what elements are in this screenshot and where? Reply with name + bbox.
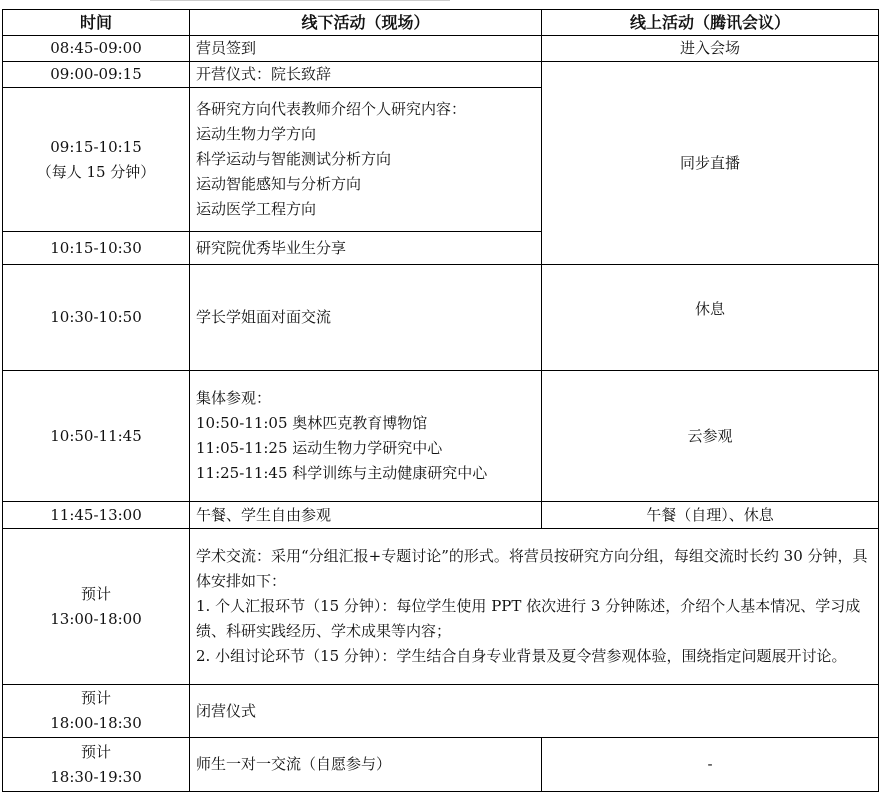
time-cell: 11:45-13:00 (3, 502, 190, 529)
offline-line: 科学运动与智能测试分析方向 (196, 150, 392, 168)
offline-line: 运动医学工程方向 (196, 200, 317, 218)
time-line: 18:00-18:30 (50, 714, 142, 732)
offline-line: 10:50-11:05 奥林匹克教育博物馆 (196, 414, 428, 432)
offline-cell: 午餐、学生自由参观 (190, 502, 542, 529)
table-row (3, 36, 879, 62)
top-rule (150, 0, 450, 1)
offline-line: 2. 小组讨论环节（15 分钟）：学生结合自身专业背景及夏令营参观体验，围绕指定问题展开讨论。 (196, 647, 847, 665)
schedule-table (2, 9, 879, 792)
header-online: 线上活动（腾讯会议） (542, 10, 879, 36)
offline-cell: 闭营仪式 (190, 685, 879, 738)
table-row (3, 529, 879, 685)
time-cell: 10:30-10:50 (3, 265, 190, 371)
offline-cell: 研究院优秀毕业生分享 (190, 232, 542, 265)
time-line: （每人 15 分钟） (36, 162, 156, 181)
header-time: 时间 (3, 10, 190, 36)
offline-cell (190, 371, 542, 502)
time-cell: 10:15-10:30 (3, 232, 190, 265)
offline-line: 集体参观： (196, 389, 272, 407)
time-line: 预计 (80, 742, 111, 761)
time-line: 预计 (80, 584, 111, 603)
online-cell: 午餐（自理）、休息 (542, 502, 879, 529)
offline-line: 11:25-11:45 科学训练与主动健康研究中心 (196, 464, 488, 482)
time-cell (3, 685, 190, 738)
time-cell: 08:45-09:00 (3, 36, 190, 62)
table-row (3, 265, 879, 371)
time-cell: 09:00-09:15 (3, 62, 190, 88)
time-line: 预计 (80, 689, 111, 707)
table-row (3, 62, 879, 88)
table-row (3, 502, 879, 529)
offline-line: 1. 个人汇报环节（15 分钟）：每位学生使用 PPT 依次进行 3 分钟陈述，介绍个人基本情况、学习成绩、科研实践经历、学术成果等内容； (196, 597, 861, 640)
time-line: 09:15-10:15 (50, 137, 142, 156)
offline-line: 各研究方向代表教师介绍个人研究内容： (196, 100, 467, 118)
offline-line: 运动生物力学方向 (196, 125, 317, 143)
offline-cell: 营员签到 (190, 36, 542, 62)
online-cell: 同步直播 (542, 62, 879, 265)
header-offline: 线下活动（现场） (190, 10, 542, 36)
online-cell: 进入会场 (542, 36, 879, 62)
time-line: 13:00-18:00 (50, 609, 142, 628)
time-line: 18:30-19:30 (50, 767, 142, 786)
offline-line: 11:05-11:25 运动生物力学研究中心 (196, 439, 443, 457)
online-cell: 云参观 (542, 371, 879, 502)
offline-line: 运动智能感知与分析方向 (196, 175, 362, 193)
header-row (3, 10, 879, 36)
table-row (3, 371, 879, 502)
time-cell (3, 738, 190, 792)
offline-cell: 开营仪式：院长致辞 (190, 62, 542, 88)
time-cell (3, 88, 190, 232)
table-row (3, 685, 879, 738)
online-cell: 休息 (542, 265, 879, 371)
offline-cell: 师生一对一交流（自愿参与） (190, 738, 542, 792)
offline-cell: 学长学姐面对面交流 (190, 265, 542, 371)
time-cell: 10:50-11:45 (3, 371, 190, 502)
offline-cell (190, 88, 542, 232)
online-cell: - (542, 738, 879, 792)
time-cell (3, 529, 190, 685)
offline-cell (190, 529, 879, 685)
table-row (3, 738, 879, 792)
offline-line: 学术交流：采用“分组汇报+专题讨论”的形式。将营员按研究方向分组，每组交流时长约 30 分钟，具体安排如下： (196, 547, 868, 590)
